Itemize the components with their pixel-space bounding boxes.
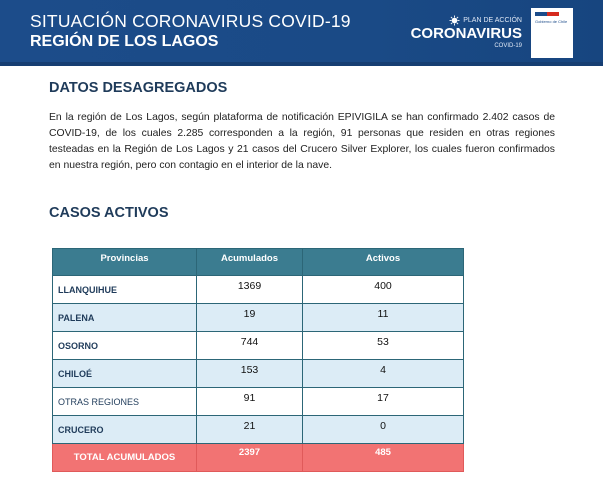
total-row: [53, 444, 464, 472]
activos-cell: 0: [303, 416, 464, 444]
section-title-datos: DATOS DESAGREGADOS: [49, 80, 228, 96]
activos-cell: 17: [303, 388, 464, 416]
total-activos: 485: [303, 444, 464, 472]
acumulados-cell: 21: [197, 416, 303, 444]
provincia-cell: CRUCERO: [53, 416, 197, 444]
col-header-activos: Activos: [303, 249, 464, 276]
logo-blue-bar: [535, 12, 547, 16]
col-header-provincias: Provincias: [53, 249, 197, 276]
virus-icon: [449, 15, 460, 26]
acumulados-cell: 19: [197, 304, 303, 332]
plan-sub-label: COVID-19: [494, 43, 522, 49]
logo-red-bar: [547, 12, 559, 16]
acumulados-cell: 153: [197, 360, 303, 388]
plan-label: PLAN DE ACCIÓN: [463, 16, 522, 24]
provincia-cell: CHILOÉ: [53, 360, 197, 388]
table-row: [53, 388, 464, 416]
acumulados-cell: 1369: [197, 276, 303, 304]
table-row: [53, 276, 464, 304]
section-title-casos: CASOS ACTIVOS: [49, 205, 169, 221]
header-stripe: [0, 62, 603, 66]
header-subtitle: REGIÓN DE LOS LAGOS: [30, 33, 219, 50]
table-row: [53, 304, 464, 332]
total-label: TOTAL ACUMULADOS: [53, 444, 197, 472]
casos-table: [52, 248, 464, 472]
intro-paragraph: En la región de Los Lagos, según plataforma de notificación EPIVIGILA se han confirmado 2.402 casos de COVID-19, de los cuales 2.285 corresponden a la región, 91 personas que residen en otras regiones testeadas en la Región de Los Lagos y 21 casos del Crucero Silver Explorer, los cuales fueron confirmados en nuestra región, pero con contagio en el interior de la nave.: [49, 112, 555, 171]
total-acumulados: 2397: [197, 444, 303, 472]
provincia-cell: OSORNO: [53, 332, 197, 360]
col-header-acumulados: Acumulados: [197, 249, 303, 276]
table-row: [53, 360, 464, 388]
plan-main-label: CORONAVIRUS: [410, 25, 522, 42]
provincia-cell: PALENA: [53, 304, 197, 332]
acumulados-cell: 91: [197, 388, 303, 416]
plan-accion-logo: [412, 14, 524, 54]
logo-text: Gobierno de Chile: [535, 19, 568, 24]
activos-cell: 53: [303, 332, 464, 360]
table-row: [53, 416, 464, 444]
header-title: SITUACIÓN CORONAVIRUS COVID-19: [30, 11, 351, 31]
report-header: [0, 0, 603, 66]
activos-cell: 400: [303, 276, 464, 304]
table-header-row: [53, 249, 464, 276]
provincia-cell: LLANQUIHUE: [53, 276, 197, 304]
activos-cell: 4: [303, 360, 464, 388]
table-row: [53, 332, 464, 360]
activos-cell: 11: [303, 304, 464, 332]
provincia-cell: OTRAS REGIONES: [53, 388, 197, 416]
gobierno-logo: [531, 8, 573, 58]
acumulados-cell: 744: [197, 332, 303, 360]
